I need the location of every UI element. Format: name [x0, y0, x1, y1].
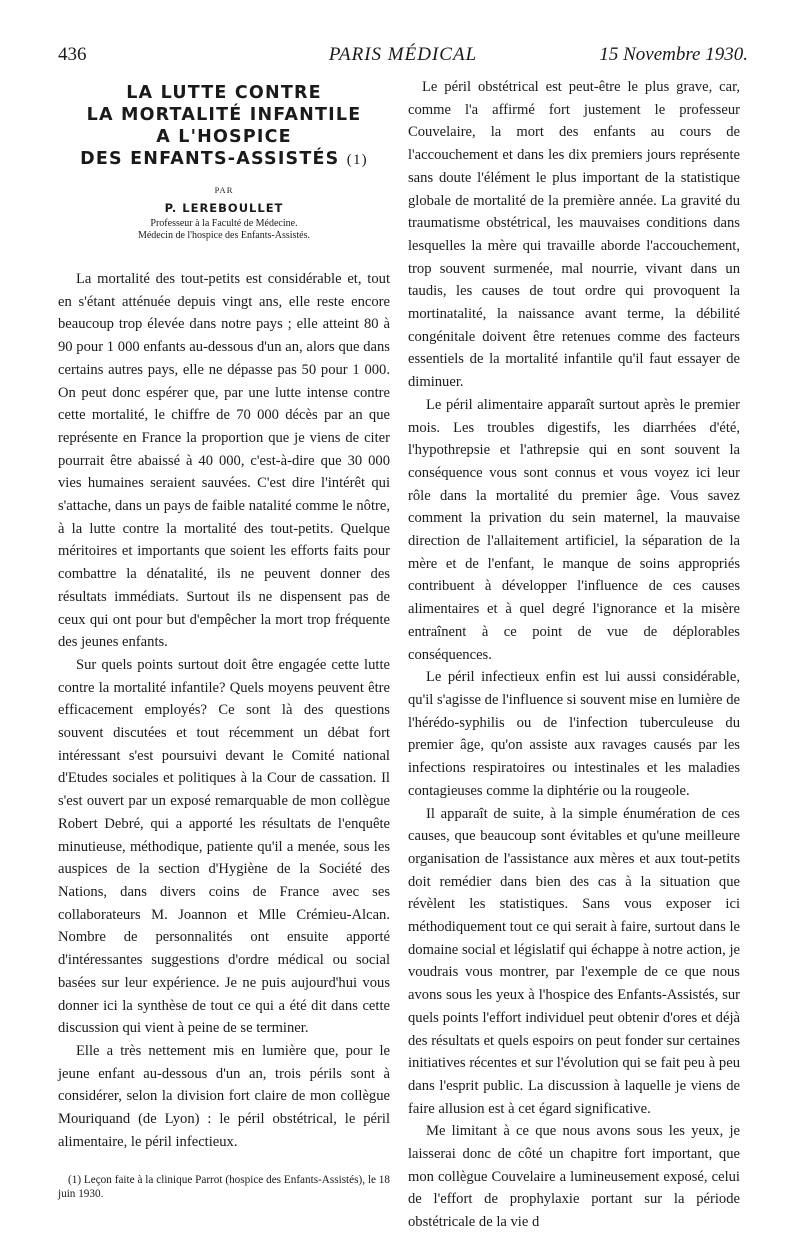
- journal-title: PARIS MÉDICAL: [328, 44, 478, 65]
- article-title: [58, 82, 390, 171]
- affiliation-line: Professeur à la Faculté de Médecine.: [150, 218, 298, 229]
- paragraph: Me limitant à ce que nous avons sous les yeux, je laisserai donc de côté un chapitre fort important, que mon collègue Couvelaire a lumineusement exposé, celui de l'effort de prophylaxie portant sur la période obstétricale de la vie d: [408, 1123, 740, 1231]
- author-name: P. LEREBOULLET: [164, 201, 284, 215]
- title-line-text: DES ENFANTS-ASSISTÉS: [80, 149, 340, 169]
- right-column: [408, 76, 740, 1234]
- right-body: [408, 76, 740, 1234]
- running-header: [58, 44, 748, 72]
- left-body: [58, 268, 390, 1153]
- footnote: (1) Leçon faite à la clinique Parrot (hospice des Enfants-Assistés), le 18 juin 1930.: [58, 1174, 390, 1201]
- paragraph: Elle a très nettement mis en lumière que, pour le jeune enfant au-dessous d'un an, trois périls sont à considérer, selon la division fort claire de mon collègue Mouriquand (de Lyon) : le péril obstétrical, le péril alimentaire, le péril infectieux.: [58, 1042, 390, 1150]
- paragraph: Le péril obstétrical est peut-être le plus grave, car, comme l'a affirmé fort justement le professeur Couvelaire, la mort des enfants au cours de l'accouchement et dans les dix premiers jours représente sans doute l'élément le plus important de la statistique globale de mortalité de la première année. La gravité du traumatisme obstétrical, les mauvaises conditions dans lesquelles la mère qui travaille aborde l'accouchement, trop souvent surmenée, mal nourrie, vivant dans un taudis, les causes de tout ordre qui provoquent la mortinatalité, la naissance avant terme, la débilité congénitale doivent être retenues comme des facteurs essentiels de la mortalité infantile qu'il faut essayer de diminuer.: [408, 79, 740, 391]
- left-column: [58, 76, 390, 1201]
- title-line-last: [58, 148, 390, 171]
- issue-date: 15 Novembre 1930.: [599, 44, 748, 65]
- title-line: A L'HOSPICE: [156, 127, 292, 147]
- author-affiliation: [58, 218, 390, 242]
- byline-par: PAR: [214, 185, 234, 195]
- page-number: 436: [58, 44, 87, 65]
- title-line: LA MORTALITÉ INFANTILE: [86, 105, 362, 125]
- paragraph: Sur quels points surtout doit être engagée cette lutte contre la mortalité infantile? Quels moyens peuvent être efficacement employés? Ce sont là des questions souvent discutées et tout récemment un débat fort intéressant s'est poursuivi devant le Comité national d'Etudes sociales et politiques à la Cour de cassation. Il s'est ouvert par un exposé remarquable de mon collègue Robert Debré, qui a apporté les résultats de l'enquête minutieuse, méthodique, patiente qu'il a menée, sous les auspices de la section d'Hygiène de la Société des Nations, dans divers coins de France avec ses collaborateurs M. Joannon et Mlle Crémieu-Alcan. Nombre de personnalités ont ensuite apporté d'intéressantes suggestions d'ordre médical ou social basées sur leur expérience. Je ne puis aujourd'hui vous donner ici la synthèse de tout ce qui a été dit dans cette discussion qui vient à peine de se terminer.: [58, 656, 390, 1037]
- paragraph: Le péril alimentaire apparaît surtout après le premier mois. Les troubles digestifs, les diarrhées d'été, l'hypothrepsie et l'athrepsie qui en sont souvent la conséquence vous sont connus et vous voyez ici leur rôle dans la mortalité du premier âge. Vous savez comment la privation du sein maternel, la mauvaise direction de l'allaitement artificiel, la séparation de la mère et de l'enfant, le manque de soins appropriés contribuent à développer l'influence de ces causes alimentaires et à quel degré l'ignorance et la misère entraînent à ce point de vue de déplorables conséquences.: [408, 396, 740, 663]
- title-footnote-marker: (1): [346, 152, 368, 168]
- affiliation-line: Médecin de l'hospice des Enfants-Assistés.: [137, 230, 311, 241]
- title-line: LA LUTTE CONTRE: [126, 83, 322, 103]
- paragraph: La mortalité des tout-petits est considérable et, tout en s'étant atténuée depuis vingt ans, elle reste encore beaucoup trop élevée dans notre pays ; elle atteint 80 à 90 pour 1 000 enfants au-dessous d'un an, alors que dans certains autres pays, elle ne dépasse pas 50 pour 1 000. On peut donc espérer que, par une lutte intense contre cette mortalité, le chiffre de 70 000 décès par an que représente en France la proportion que je viens de citer pourrait être abaissé à 40 000, c'est-à-dire que 30 000 vies humaines seraient sauvées. C'est dire l'intérêt qui s'attache, dans un pays de faible natalité comme le nôtre, à la lutte contre la mortalité des tout-petits. Quelque méritoires et importants que soient les efforts faits pour combattre la dénatalité, ils ne peuvent donner des résultats immédiats. Surtout ils ne dispensent pas de ceux qui ont pour but d'empêcher la mort trop fréquente des jeunes enfants.: [58, 271, 390, 651]
- paragraph: Il apparaît de suite, à la simple énumération de ces causes, que beaucoup sont évitables et qu'une meilleure organisation de l'assistance aux mères et aux tout-petits doit remédier dans bien des cas à la situation que révèlent les statistiques. Sans vous exposer ici méthodiquement tout ce qui serait à faire, surtout dans le domaine social et législatif qui échappe à notre action, je voudrais vous montrer, par l'exemple de ce que nous avons sous les yeux à l'hospice des Enfants-Assistés, sur quels points l'effort individuel peut obtenir d'ores et déjà des résultats et quels espoirs on peut fonder sur certaines initiatives récentes et sur l'évolution qui se fait peu à peu dans l'esprit public. La discussion à laquelle je viens de faire allusion est à cet égard significative.: [408, 805, 740, 1117]
- paragraph: Le péril infectieux enfin est lui aussi considérable, qu'il s'agisse de l'influence si souvent mise en lumière de l'hérédo-syphilis ou de l'infection tuberculeuse du premier âge, qu'on assiste aux ravages causés par les infections respiratoires ou intestinales et les maladies contagieuses comme la diphtérie ou la rougeole.: [408, 669, 740, 799]
